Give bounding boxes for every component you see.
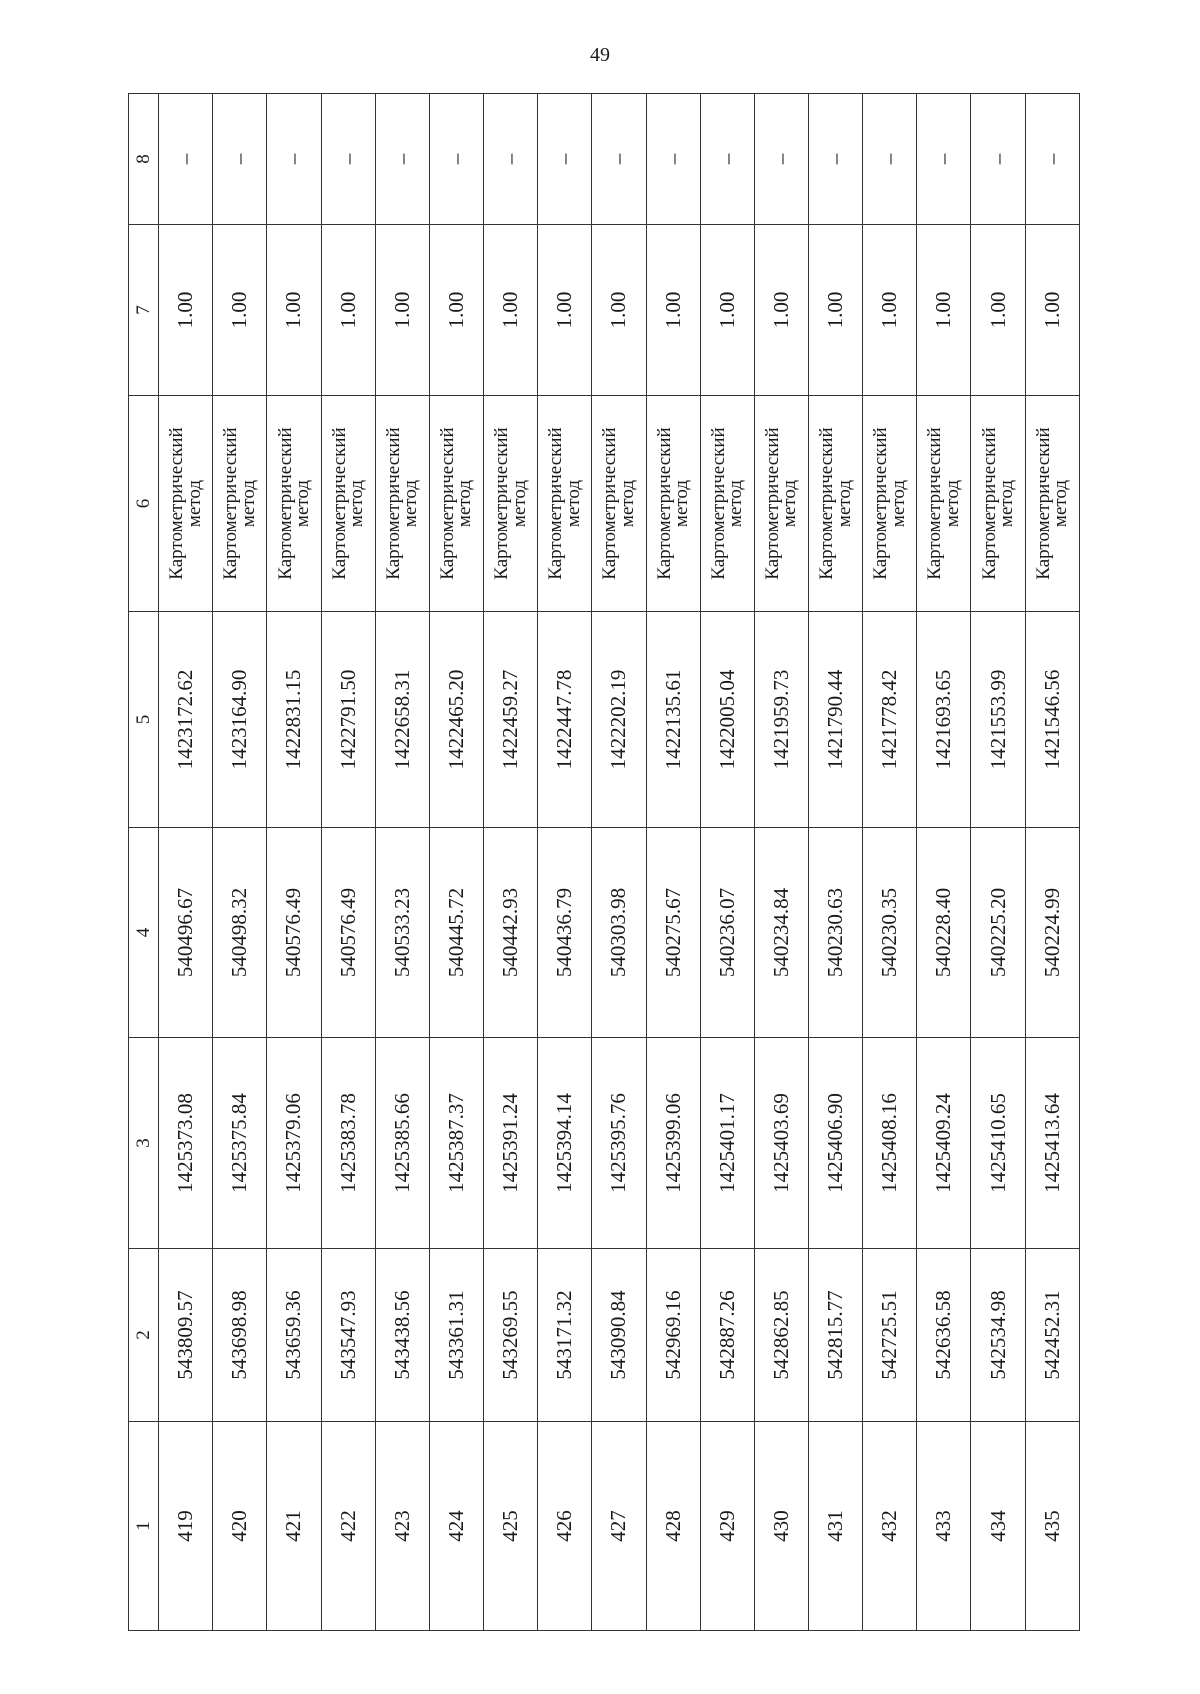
table-row [754,94,808,1631]
y-old-cell: 1425409.24 [917,1038,971,1249]
method-line-2: метод [725,479,747,528]
accuracy-cell: 1.00 [592,225,646,396]
notes-cell: – [592,94,646,225]
column-header-5: 5 [129,612,159,828]
point-number-cell: 428 [646,1422,700,1631]
point-number-cell: 420 [213,1422,267,1631]
accuracy-cell: 1.00 [321,225,375,396]
y-old-cell: 1425395.76 [592,1038,646,1249]
column-header-6: 6 [129,396,159,612]
y-new-cell: 1423172.62 [159,612,213,828]
column-header-3: 3 [129,1038,159,1249]
method-line-2: метод [941,479,963,528]
method-cell [538,396,592,612]
method-line-2: метод [454,479,476,528]
x-old-cell: 542725.51 [863,1249,917,1422]
x-new-cell: 540230.35 [863,828,917,1038]
accuracy-cell: 1.00 [159,225,213,396]
y-new-cell: 1421693.65 [917,612,971,828]
notes-cell: – [754,94,808,225]
accuracy-cell: 1.00 [213,225,267,396]
coordinates-table [128,93,1080,1631]
method-line-2: метод [346,479,368,528]
x-old-cell: 542815.77 [808,1249,862,1422]
method-cell [213,396,267,612]
accuracy-cell: 1.00 [538,225,592,396]
x-new-cell: 540225.20 [971,828,1025,1038]
x-old-cell: 542452.31 [1025,1249,1079,1422]
x-old-cell: 542969.16 [646,1249,700,1422]
accuracy-cell: 1.00 [700,225,754,396]
notes-cell: – [375,94,429,225]
y-new-cell: 1421546.56 [1025,612,1079,828]
method-line-2: метод [508,479,530,528]
method-cell [754,396,808,612]
x-old-cell: 542862.85 [754,1249,808,1422]
notes-cell: – [808,94,862,225]
accuracy-cell: 1.00 [1025,225,1079,396]
table-row [159,94,213,1631]
accuracy-cell: 1.00 [917,225,971,396]
y-new-cell: 1422202.19 [592,612,646,828]
x-new-cell: 540224.99 [1025,828,1079,1038]
table-row [646,94,700,1631]
point-number-cell: 424 [429,1422,483,1631]
method-line-1: Картометрический [761,427,783,580]
method-line-2: метод [833,479,855,528]
method-line-1: Картометрический [1032,427,1054,580]
x-old-cell: 543269.55 [484,1249,538,1422]
y-old-cell: 1425379.06 [267,1038,321,1249]
accuracy-cell: 1.00 [863,225,917,396]
x-new-cell: 540275.67 [646,828,700,1038]
method-cell [375,396,429,612]
table-row [375,94,429,1631]
page-number: 49 [590,44,610,66]
point-number-cell: 423 [375,1422,429,1631]
table-row [592,94,646,1631]
y-new-cell: 1422005.04 [700,612,754,828]
notes-cell: – [159,94,213,225]
notes-cell: – [700,94,754,225]
method-line-2: метод [237,479,259,528]
x-new-cell: 540436.79 [538,828,592,1038]
notes-cell: – [321,94,375,225]
accuracy-cell: 1.00 [429,225,483,396]
point-number-cell: 421 [267,1422,321,1631]
x-new-cell: 540445.72 [429,828,483,1038]
table-row [808,94,862,1631]
method-cell [917,396,971,612]
method-line-1: Картометрический [707,427,729,580]
x-old-cell: 543698.98 [213,1249,267,1422]
y-new-cell: 1422447.78 [538,612,592,828]
method-line-1: Картометрический [328,427,350,580]
y-new-cell: 1422465.20 [429,612,483,828]
method-line-2: метод [183,479,205,528]
table-row [484,94,538,1631]
method-cell [321,396,375,612]
accuracy-cell: 1.00 [375,225,429,396]
method-line-1: Картометрический [870,427,892,580]
x-new-cell: 540236.07 [700,828,754,1038]
method-line-2: метод [562,479,584,528]
method-line-1: Картометрический [653,427,675,580]
x-new-cell: 540303.98 [592,828,646,1038]
notes-cell: – [484,94,538,225]
y-new-cell: 1422831.15 [267,612,321,828]
method-line-1: Картометрический [436,427,458,580]
x-old-cell: 543361.31 [429,1249,483,1422]
method-line-1: Картометрический [545,427,567,580]
x-old-cell: 543547.93 [321,1249,375,1422]
method-cell [484,396,538,612]
table-row [213,94,267,1631]
x-new-cell: 540496.67 [159,828,213,1038]
point-number-cell: 433 [917,1422,971,1631]
y-old-cell: 1425403.69 [754,1038,808,1249]
method-line-2: метод [887,479,909,528]
x-new-cell: 540498.32 [213,828,267,1038]
method-line-1: Картометрический [382,427,404,580]
y-old-cell: 1425413.64 [1025,1038,1079,1249]
notes-cell: – [917,94,971,225]
method-cell [971,396,1025,612]
x-old-cell: 542887.26 [700,1249,754,1422]
y-new-cell: 1421553.99 [971,612,1025,828]
method-line-1: Картометрический [274,427,296,580]
table-rotation-frame [128,94,1080,1631]
notes-cell: – [1025,94,1079,225]
column-header-2: 2 [129,1249,159,1422]
method-line-1: Картометрический [166,427,188,580]
y-old-cell: 1425408.16 [863,1038,917,1249]
method-line-1: Картометрический [220,427,242,580]
x-old-cell: 543659.36 [267,1249,321,1422]
point-number-cell: 427 [592,1422,646,1631]
table-row [863,94,917,1631]
y-old-cell: 1425385.66 [375,1038,429,1249]
x-old-cell: 542636.58 [917,1249,971,1422]
accuracy-cell: 1.00 [971,225,1025,396]
accuracy-cell: 1.00 [484,225,538,396]
method-line-2: метод [616,479,638,528]
accuracy-cell: 1.00 [267,225,321,396]
y-new-cell: 1423164.90 [213,612,267,828]
notes-cell: – [971,94,1025,225]
method-cell [808,396,862,612]
y-old-cell: 1425383.78 [321,1038,375,1249]
x-new-cell: 540533.23 [375,828,429,1038]
accuracy-cell: 1.00 [808,225,862,396]
column-header-4: 4 [129,828,159,1038]
notes-cell: – [863,94,917,225]
notes-cell: – [429,94,483,225]
header-row [129,94,159,1631]
x-old-cell: 543171.32 [538,1249,592,1422]
column-header-7: 7 [129,225,159,396]
y-old-cell: 1425401.17 [700,1038,754,1249]
x-new-cell: 540576.49 [321,828,375,1038]
table-row [1025,94,1079,1631]
method-line-1: Картометрический [491,427,513,580]
point-number-cell: 426 [538,1422,592,1631]
y-old-cell: 1425375.84 [213,1038,267,1249]
point-number-cell: 419 [159,1422,213,1631]
x-new-cell: 540234.84 [754,828,808,1038]
notes-cell: – [213,94,267,225]
table-row [700,94,754,1631]
notes-cell: – [538,94,592,225]
accuracy-cell: 1.00 [754,225,808,396]
table-row [917,94,971,1631]
point-number-cell: 435 [1025,1422,1079,1631]
method-cell [646,396,700,612]
y-new-cell: 1422135.61 [646,612,700,828]
y-new-cell: 1421790.44 [808,612,862,828]
x-new-cell: 540230.63 [808,828,862,1038]
method-cell [1025,396,1079,612]
method-line-1: Картометрический [599,427,621,580]
y-new-cell: 1421959.73 [754,612,808,828]
y-new-cell: 1422459.27 [484,612,538,828]
table-row [429,94,483,1631]
method-cell [267,396,321,612]
method-cell [159,396,213,612]
y-old-cell: 1425399.06 [646,1038,700,1249]
table-row [971,94,1025,1631]
point-number-cell: 432 [863,1422,917,1631]
method-line-1: Картометрический [924,427,946,580]
table-row [267,94,321,1631]
point-number-cell: 430 [754,1422,808,1631]
accuracy-cell: 1.00 [646,225,700,396]
y-new-cell: 1422658.31 [375,612,429,828]
point-number-cell: 431 [808,1422,862,1631]
x-old-cell: 543809.57 [159,1249,213,1422]
method-line-2: метод [996,479,1018,528]
y-new-cell: 1421778.42 [863,612,917,828]
x-old-cell: 543438.56 [375,1249,429,1422]
notes-cell: – [267,94,321,225]
point-number-cell: 429 [700,1422,754,1631]
x-new-cell: 540228.40 [917,828,971,1038]
y-old-cell: 1425410.65 [971,1038,1025,1249]
x-old-cell: 543090.84 [592,1249,646,1422]
y-old-cell: 1425394.14 [538,1038,592,1249]
method-cell [592,396,646,612]
method-line-1: Картометрический [816,427,838,580]
method-line-2: метод [291,479,313,528]
method-cell [429,396,483,612]
column-header-8: 8 [129,94,159,225]
y-old-cell: 1425391.24 [484,1038,538,1249]
method-line-2: метод [671,479,693,528]
y-old-cell: 1425373.08 [159,1038,213,1249]
y-old-cell: 1425387.37 [429,1038,483,1249]
method-cell [863,396,917,612]
table-body [129,94,1080,1631]
point-number-cell: 434 [971,1422,1025,1631]
x-new-cell: 540576.49 [267,828,321,1038]
method-cell [700,396,754,612]
method-line-2: метод [1050,479,1072,528]
method-line-2: метод [400,479,422,528]
x-new-cell: 540442.93 [484,828,538,1038]
y-new-cell: 1422791.50 [321,612,375,828]
y-old-cell: 1425406.90 [808,1038,862,1249]
table-row [321,94,375,1631]
table-row [538,94,592,1631]
point-number-cell: 422 [321,1422,375,1631]
column-header-1: 1 [129,1422,159,1631]
x-old-cell: 542534.98 [971,1249,1025,1422]
method-line-1: Картометрический [978,427,1000,580]
point-number-cell: 425 [484,1422,538,1631]
notes-cell: – [646,94,700,225]
method-line-2: метод [779,479,801,528]
